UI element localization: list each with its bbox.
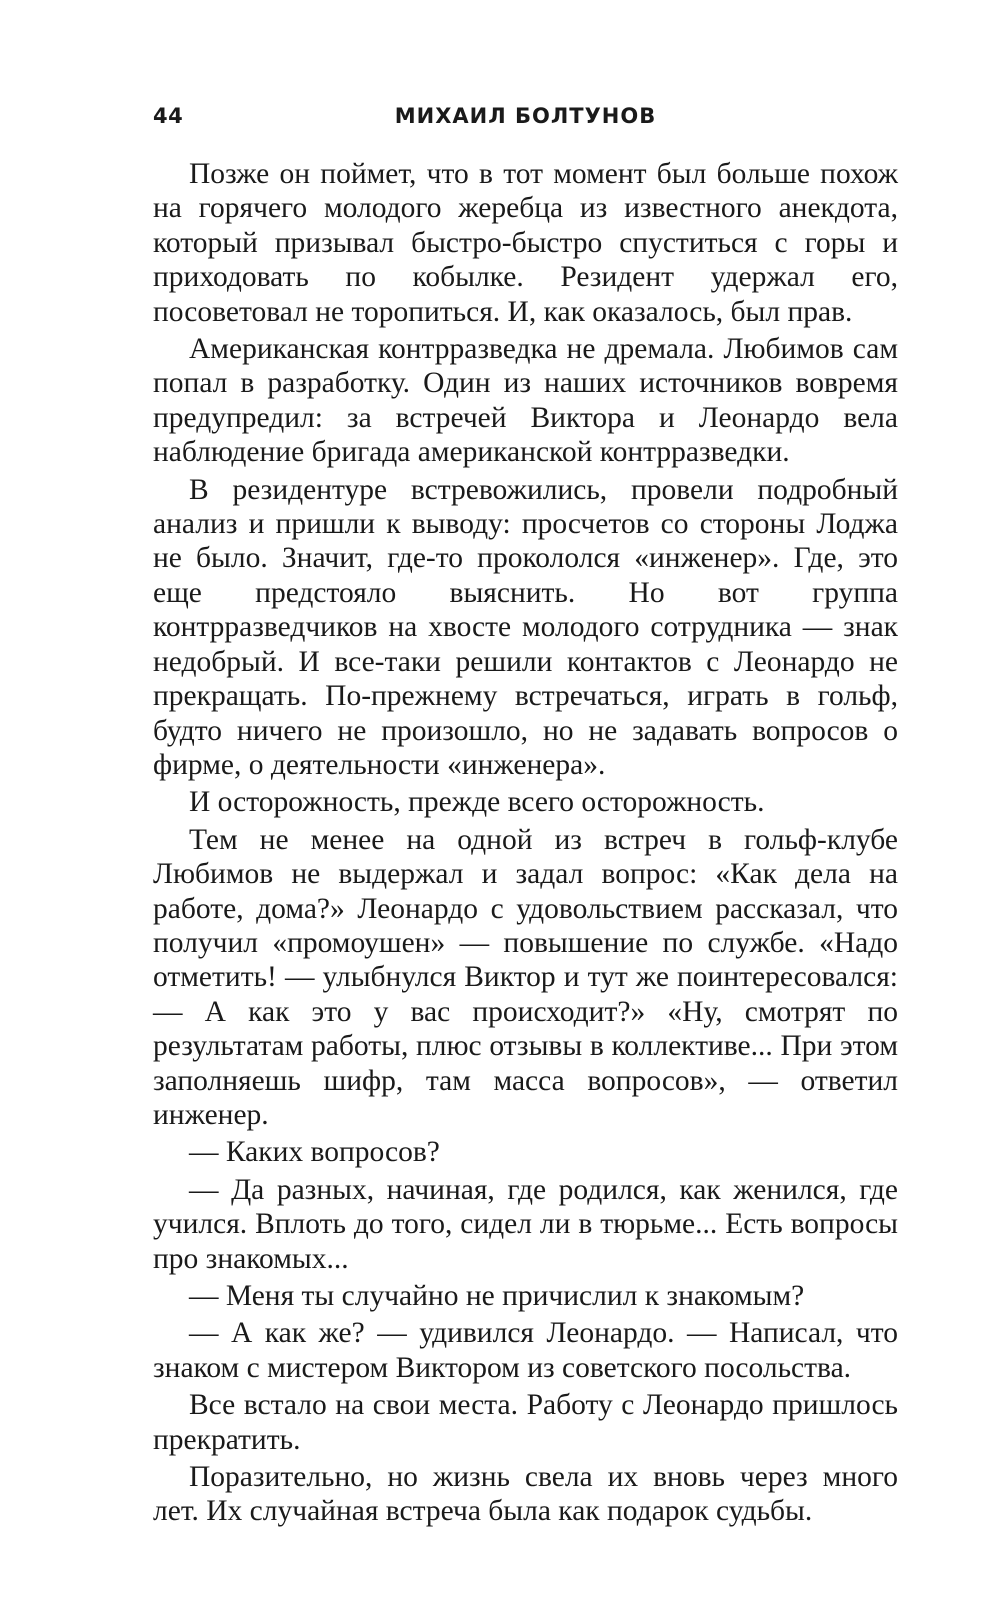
- running-head: [153, 104, 898, 136]
- paragraph: И осторожность, прежде всего осторожность.: [189, 786, 765, 819]
- paragraph: Позже он поймет, что в тот момент был больше похож на горячего молодого жеребца из известного анекдота, который призывал быстро-быстро спуститься с горы и приходовать по кобылке. Резидент удержал его, посоветовал не торопиться. И, как оказалось, был прав.: [153, 158, 898, 328]
- paragraph: В резидентуре встревожились, провели подробный анализ и пришли к выводу: просчетов со стороны Лоджа не было. Значит, где-то прокололся «инженер». Где, это еще предстояло выяснить. Но вот группа контрразведчиков на хвосте молодого сотрудника — знак недобрый. И все-таки решили контактов с Леонардо не прекращать. По-прежнему встречаться, играть в гольф, будто ничего не произошло, но не задавать вопросов о фирме, о деятельности «инженера».: [153, 473, 898, 781]
- dialogue-line: — Каких вопросов?: [189, 1136, 440, 1169]
- paragraph: Тем не менее на одной из встреч в гольф-клубе Любимов не выдержал и задал вопрос: «Как дела на работе, дома?» Леонардо с удовольствием рассказал, что получил «промоушен» — повышение по службе. «Надо отметить! — улыбнулся Виктор и тут же поинтересовался: — А как это у вас происходит?» «Ну, смотрят по результатам работы, плюс отзывы в коллективе... При этом заполняешь шифр, там масса вопросов», — ответил инженер.: [153, 823, 898, 1131]
- dialogue-line: — Меня ты случайно не причислил к знакомым?: [189, 1280, 805, 1312]
- dialogue-line: — Да разных, начиная, где родился, как женился, где учился. Вплоть до того, сидел ли в тюрьме... Есть вопросы про знакомых...: [153, 1173, 898, 1275]
- body-text: [153, 157, 898, 1532]
- page-number: 44: [153, 104, 184, 128]
- paragraph: Поразительно, но жизнь свела их вновь через много лет. Их случайная встреча была как подарок судьбы.: [153, 1461, 898, 1528]
- running-head-author: МИХАИЛ БОЛТУНОВ: [394, 104, 657, 128]
- paragraph: Все встало на свои места. Работу с Леонардо пришлось прекратить.: [153, 1389, 898, 1456]
- dialogue-line: — А как же? — удивился Леонардо. — Написал, что знаком с мистером Виктором из советского посольства.: [153, 1317, 898, 1384]
- paragraph: Американская контрразведка не дремала. Любимов сам попал в разработку. Один из наших источников вовремя предупредил: за встречей Виктора и Леонардо вела наблюдение бригада американской контрразведки.: [153, 333, 898, 469]
